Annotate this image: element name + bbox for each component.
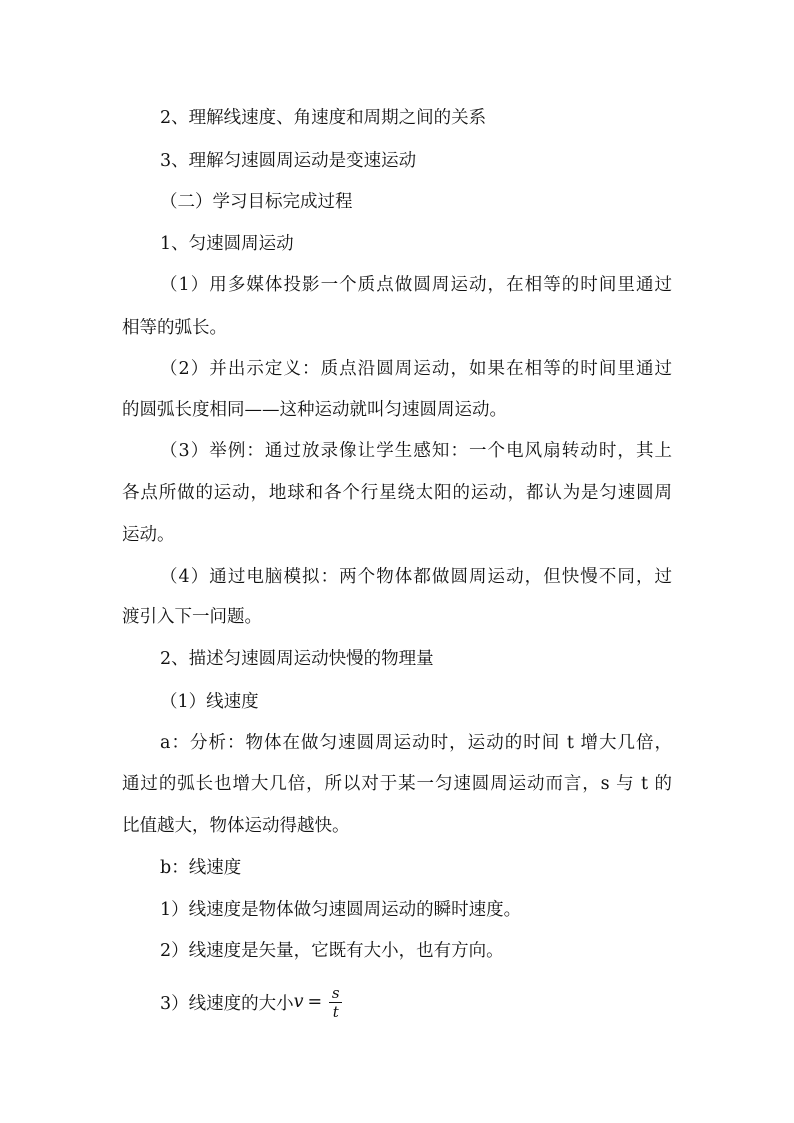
point-3-text: 3）线速度的大小 (160, 993, 294, 1014)
analysis-line-1: a：分析：物体在做匀速圆周运动时，运动的时间 t 增大几倍， (160, 733, 672, 753)
paragraph-3-line-1: （3）举例：通过放录像让学生感知：一个电风扇转动时，其上 (160, 441, 672, 461)
analysis-line-2: 通过的弧长也增大几倍，所以对于某一匀速圆周运动而言，s 与 t 的 (122, 774, 672, 794)
heading-uniform-circular-motion: 1、匀速圆周运动 (160, 234, 294, 254)
paragraph-4-line-1: （4）通过电脑模拟：两个物体都做圆周运动，但快慢不同，过 (160, 567, 672, 587)
paragraph-1-line-2: 相等的弧长。 (122, 318, 227, 338)
formula-denominator: t (332, 1002, 339, 1021)
point-2: 2）线速度是矢量，它既有大小，也有方向。 (160, 941, 504, 961)
paragraph-2-line-1: （2）并出示定义：质点沿圆周运动，如果在相等的时间里通过 (160, 359, 672, 379)
formula-fraction (329, 985, 342, 1020)
analysis-line-3: 比值越大，物体运动得越快。 (122, 816, 350, 836)
paragraph-3-line-3: 运动。 (122, 525, 175, 545)
formula-equals: = (307, 992, 323, 1012)
point-3 (160, 978, 342, 1026)
formula-velocity-symbol: v (293, 992, 304, 1012)
heading-linear-velocity: （1）线速度 (160, 692, 259, 712)
paragraph-1-line-1: （1）用多媒体投影一个质点做圆周运动，在相等的时间里通过 (160, 275, 672, 295)
section-heading-process: （二）学习目标完成过程 (160, 192, 353, 212)
subheading-linear-velocity: b：线速度 (160, 858, 242, 878)
heading-physical-quantities: 2、描述匀速圆周运动快慢的物理量 (160, 649, 434, 669)
objective-2: 2、理解线速度、角速度和周期之间的关系 (160, 108, 487, 128)
paragraph-3-line-2: 各点所做的运动，地球和各个行星绕太阳的运动，都认为是匀速圆周 (122, 483, 672, 503)
paragraph-2-line-2: 的圆弧长度相同——这种运动就叫匀速圆周运动。 (122, 400, 507, 420)
formula-numerator: s (331, 983, 340, 1002)
objective-3: 3、理解匀速圆周运动是变速运动 (160, 151, 417, 171)
point-1: 1）线速度是物体做匀速圆周运动的瞬时速度。 (160, 900, 522, 920)
paragraph-4-line-2: 渡引入下一问题。 (122, 607, 262, 627)
